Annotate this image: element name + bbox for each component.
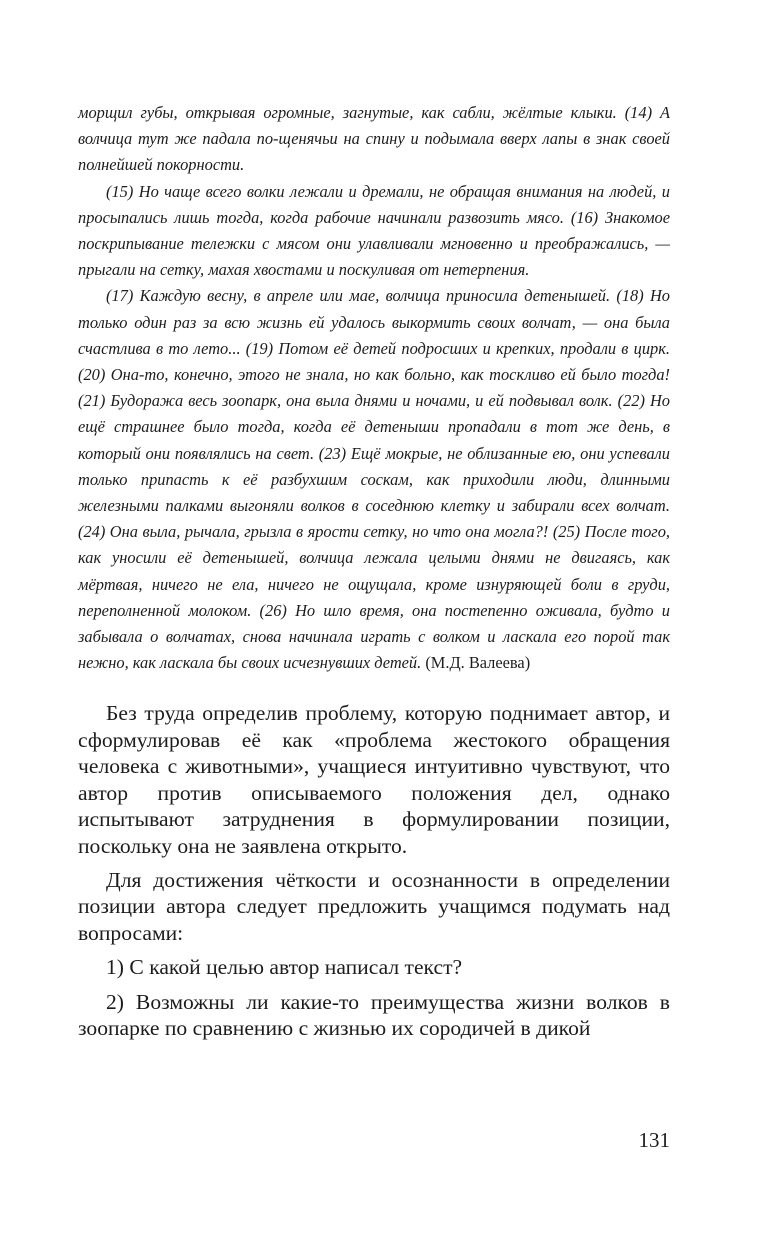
body-paragraph-2: Для достижения чёткости и осознанности в определении позиции автора следует предложить учащимся подумать над вопросами: [78, 867, 670, 945]
question-1: 1) С какой целью автор написал текст? [106, 955, 463, 980]
excerpt-author: (М.Д. Валеева) [425, 653, 531, 673]
page-content [78, 100, 670, 1041]
excerpt-paragraph-3-text: (17) Каждую весну, в апреле или мае, волчица приносила детенышей. (18) Но только один раз за всю жизнь ей удалось выкормить своих волчат, — она была счастлива в то лето... (19) Потом её детей подросших и крепких, продали в цирк. (20) Она-то, конечно, этого не знала, но как больно, как тоскливо ей было тогда! (21) Будоража весь зоопарк, она выла днями и ночами, и ей подвывал волк. (22) Но ещё страшнее было тогда, когда её детеныши пропадали в тот же день, в который они появлялись на свет. (23) Ещё мокрые, не облизанные ею, они успевали только припасть к её разбухшим соскам, как приходили люди, длинными железными палками выгоняли волков в соседнюю клетку и забирали всех волчат. (24) Она выла, рычала, грызла в ярости сетку, но что она могла?! (25) После того, как уносили её детенышей, волчица лежала целыми днями не двигаясь, как мёртвая, ничего не ела, ничего не ощущала, кроме изнуряющей боли в груди, переполненной молоком. (26) Но шло время, она постепенно оживала, будто и забывала о волчатах, снова начинала играть с волком и ласкала его порой так нежно, как ласкала бы своих исчезнувших детей. [78, 286, 670, 673]
excerpt-paragraph-3 [78, 283, 670, 676]
page-number: 131 [638, 1128, 670, 1152]
main-text [78, 700, 670, 1041]
literary-excerpt [78, 100, 670, 676]
excerpt-paragraph-2: (15) Но чаще всего волки лежали и дремали, не обращая внимания на людей, и просыпались лишь тогда, когда рабочие начинали развозить мясо. (16) Знакомое поскрипывание тележки с мясом они улавливали мгновенно и преображались, — прыгали на сетку, махая хвостами и поскуливая от нетерпения. [78, 181, 670, 280]
question-2: 2) Возможны ли какие-то преимущества жизни волков в зоопарке по сравнению с жизнью их сородичей в дикой [78, 989, 670, 1040]
body-paragraph-1: Без труда определив проблему, которую поднимает автор, и сформулировав её как «проблема жестокого обращения человека с животными», учащиеся интуитивно чувствуют, что автор против описываемого положения дел, однако испытывают затруднения в формулировании позиции, поскольку она не заявлена открыто. [78, 701, 670, 858]
excerpt-paragraph-1: морщил губы, открывая огромные, загнутые, как сабли, жёлтые клыки. (14) А волчица тут же падала по-щенячьи на спину и подымала вверх лапы в знак своей полнейшей покорности. [78, 103, 670, 175]
